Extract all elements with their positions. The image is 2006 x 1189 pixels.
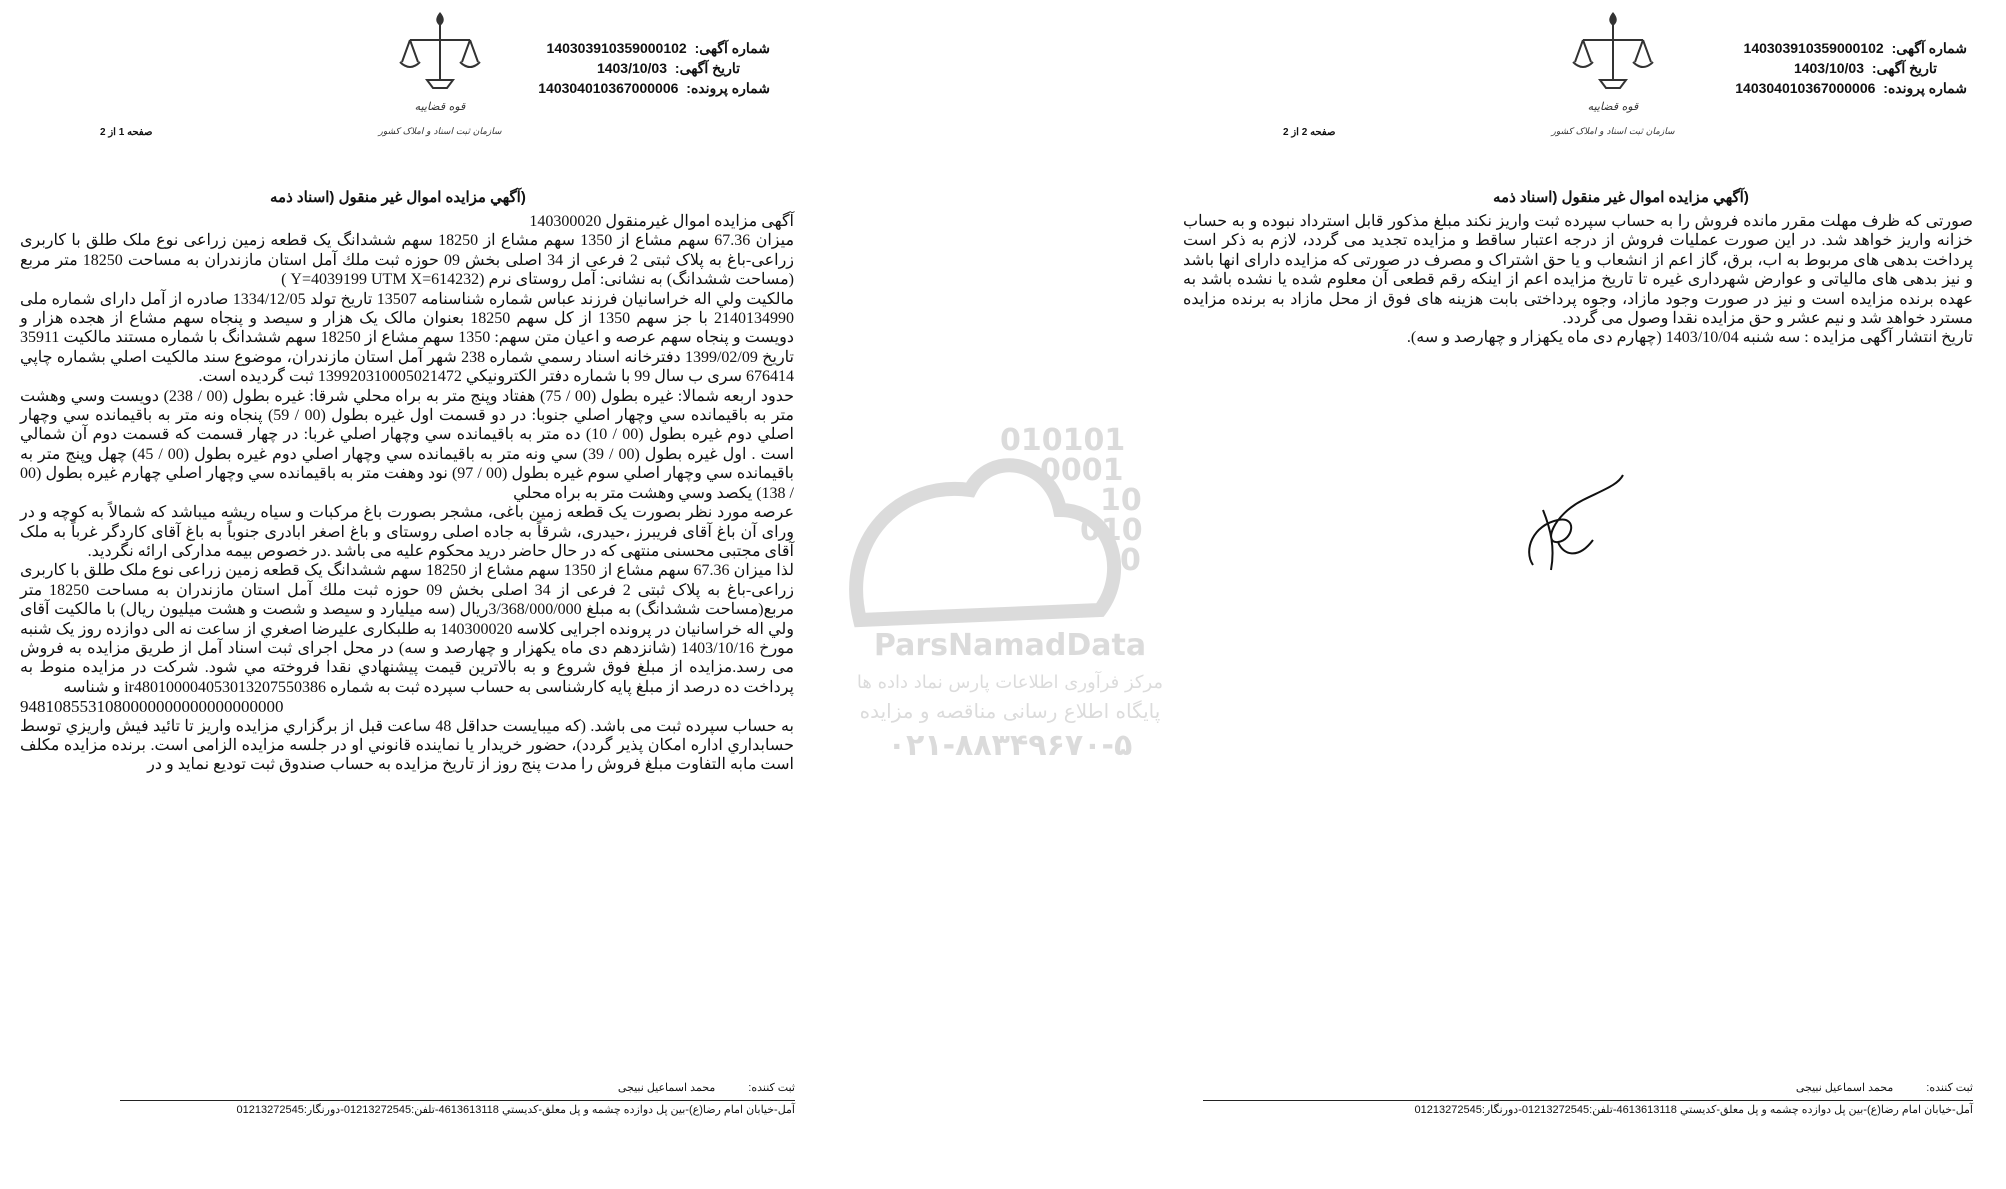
svg-text:پایگاه اطلاع رسانی مناقصه و مز: پایگاه اطلاع رسانی مناقصه و مزایده (859, 699, 1161, 723)
file-number: 140304010367000006 (1735, 80, 1876, 96)
page-footer (1203, 1080, 1973, 1116)
office-address: آمل-خيابان امام رضا(ع)-بين پل دوازده چشمه و پل معلق-كديستي 4613613118-تلفن:01213272545-دورنگار:01213272545 (1414, 1104, 1973, 1116)
page-number: صفحه 2 از 2 (1283, 127, 1336, 138)
footer-divider (120, 1100, 795, 1101)
recorder-label: ثبت کننده: (1926, 1082, 1973, 1094)
file-number-label: شماره پرونده: (1883, 80, 1967, 96)
scales-of-justice-icon (1551, 10, 1675, 150)
body-paragraph: صورتی که ظرف مهلت مقرر مانده فروش را به حساب سپرده ثبت واریز نکند مبلغ مذکور قابل استرداد نبوده و به حساب خزانه واریز خواهد شد. در این صورت عملیات فروش از درجه اعتبار ساقط و مزایده تجدید می گردد، لازم به ذکر است پرداخت بدهی های مربوط به اب، برق، گاز اعم از انشعاب و یا حق اشتراک و مصرف در صورتی که مزایده دارای انها باشد و نیز بدهی های مالیاتی و عوارض شهرداری غیره تا تاریخ مزایده اعم از اینکه رقم قطعی آن معلوم شده یا نشده باشد به عهده برنده مزایده است و نیز در صورت وجود مازاد، وجوه پرداختی بابت هزینه های فوق از محل مازاد به برنده مزایده مسترد خواهد شد و نیم عشر و حق مزایده نقدا وصول می گردد. (1183, 213, 1974, 328)
document-title: (آگهي مزايده اموال غير منقول (اسناد ذمه (270, 189, 526, 206)
body-paragraph: مالکیت ولي اله خراسانيان فرزند عباس شماره شناسنامه 13507 تاریخ تولد 1334/12/05 صادره از آمل دارای شماره ملی 2140134990 با جز سهم 1350 از کل سهم 18250 بعنوان مالک یک هزار و سیصد و پنجاه سهم مشاع از هجده هزار و دویست و پنجاه سهم عرصه و اعيان متن سهم: 1350 سهم مشاع از 18250 سهم ششدانگ با شماره مستند مالکیت 35911 تاریخ 1399/02/09 دفترخانه اسناد رسمي شماره 238 شهر آمل استان مازندران، موضوع سند مالکیت اصلي بشماره چاپي 676414 سری ب سال 99 با شماره دفتر الكترونيكي 139920310005021472 ثبت گرديده است. (20, 290, 795, 386)
page-number: صفحه 1 از 2 (100, 127, 153, 138)
svg-text:ParsNamadData: ParsNamadData (873, 628, 1147, 663)
body-paragraph: میزان 67.36 سهم مشاع از 1350 سهم مشاع از 18250 سهم ششدانگ یک قطعه زمین زراعی نوع ملک طلق با کاربری زراعی-باغ به پلاک ثبتی 2 فرعی از 34 اصلی بخش 09 حوزه ثبت ملك آمل استان مازندران به مساحت 18250 متر مربع (مساحت ششدانگ) به نشانی: آمل روستای نرم (Y=4039199 UTM X=614232 ) (20, 232, 795, 289)
file-number-row (538, 78, 770, 98)
body-paragraph: حدود اربعه شمالا: غيره بطول (00 / 75) هفتاد وپنج متر به براه محلي شرقا: غيره بطول (00 / 238) دويست وسي وهشت متر به باقيمانده سي وچهار اصلي جنوبا: در دو قسمت اول غيره بطول (00 / 59) پنجاه ونه متر به باقيمانده سي وچهار اصلي دوم غيره بطول (00 / 10) ده متر به باقيمانده سي وچهار اصلي غربا: در چهار قسمت كه قسمت دوم آن شمالي است . اول غيره بطول (00 / 39) سي ونه متر به باقيمانده سي وچهار اصلي دوم غيره بطول (00 / 45) چهل وپنج متر به باقيمانده سي وچهار اصلي سوم غيره بطول (00 / 97) نود وهفت متر به باقيمانده سي وچهار اصلي چهارم غيره بطول (00 / 138) يكصد وسي وهشت متر به براه محلي (20, 387, 795, 502)
body-paragraph: عرصه مورد نظر بصورت یک قطعه زمین باغی، مشجر بصورت باغ مرکبات و سیاه ریشه میباشد که شمالاً به کوچه و در ورای آن باغ آقای فریبرز ،حیدری، شرقاً به جاده اصلی روستای و باغ اصغر ابادری جنوباً به باغ آقای کاردگر غرباً به ملک آقای مجتبی محسنی منتهی که در حال حاضر درید محکوم علیه می باشد .در خصوص بیمه مدارکی ارائه نگردید. (20, 504, 794, 560)
notice-date-label: تاریخ آگهی: (1871, 60, 1937, 76)
recorder-name: محمد اسماعيل نبيجی (1795, 1082, 1894, 1094)
recorder-line (1203, 1080, 1973, 1096)
svg-text:قوه قضاییه: قوه قضاییه (1587, 100, 1639, 113)
deposit-id-number: 9481085531080000000000000000000 (20, 697, 284, 717)
notice-date: 1403/10/03 (596, 60, 668, 76)
document-title: (آگهي مزايده اموال غير منقول (اسناد ذمه (1493, 189, 1749, 206)
svg-text:۰۲۱-۸۸۳۴۹۶۷۰-۵: ۰۲۱-۸۸۳۴۹۶۷۰-۵ (887, 728, 1133, 763)
judiciary-emblem-logo (1551, 10, 1675, 150)
notice-date-row (1745, 58, 1967, 78)
handwritten-signature (1503, 470, 1633, 580)
file-number-row (1735, 78, 1967, 98)
page-footer (120, 1080, 795, 1116)
notice-meta (1735, 38, 1967, 98)
svg-text:سازمان ثبت اسناد و املاک کشور: سازمان ثبت اسناد و املاک کشور (378, 127, 502, 137)
document-body (20, 212, 794, 775)
svg-text:سازمان ثبت اسناد و املاک کشور: سازمان ثبت اسناد و املاک کشور (1551, 127, 1675, 137)
notice-date-row (560, 58, 770, 78)
notice-date-label: تاریخ آگهی: (674, 60, 740, 76)
notice-number: 140303910359000102 (1743, 40, 1884, 56)
svg-text:010101: 010101 (1000, 423, 1126, 458)
notice-number-row (546, 38, 770, 58)
svg-text:010: 010 (1080, 513, 1143, 548)
notice-meta (538, 38, 770, 98)
recorder-line (120, 1080, 795, 1096)
body-paragraph: تاریخ انتشار آگهی مزایده : سه شنبه 1403/10/04 (چهارم دی ماه یکهزار و چهارصد و سه). (1406, 329, 1973, 347)
file-number: 140304010367000006 (538, 80, 679, 96)
file-number-label: شماره پرونده: (686, 80, 770, 96)
scales-of-justice-icon (378, 10, 502, 150)
recorder-name: محمد اسماعيل نبيجی (617, 1082, 716, 1094)
judiciary-emblem-logo (378, 10, 502, 150)
footer-divider (1203, 1100, 1973, 1101)
office-address: آمل-خيابان امام رضا(ع)-بين پل دوازده چشمه و پل معلق-كديستي 4613613118-تلفن:01213272545-دورنگار:01213272545 (236, 1104, 795, 1116)
svg-text:10: 10 (1100, 483, 1142, 518)
notice-date: 1403/10/03 (1793, 60, 1865, 76)
svg-text:قوه قضاییه: قوه قضاییه (414, 100, 466, 113)
body-paragraph: لذا ميزان 67.36 سهم مشاع از 1350 سهم مشاع از 18250 سهم ششدانگ یک قطعه زمین زراعی نوع ملک طلق با کاربری زراعی-باغ به پلاک ثبتی 2 فرعی از 34 اصلی بخش 09 حوزه ثبت ملك آمل استان مازندران به مساحت 18250 متر مربع(مساحت ششدانگ) به مبلغ 3/368/000/000ریال (سه میلیارد و سیصد و شصت و هشت میلیون ریال) با مالکیت آقای ولي اله خراسانيان در پرونده اجرایی کلاسه 140300020 به طلبکاری علیرضا اصغري از ساعت نه الی دوازده روز یک شنبه مورخ 1403/10/16 (شانزدهم دی ماه یکهزار و چهارصد و سه) در محل اجرای ثبت اسناد آمل از طریق مزایده به فروش می رسد.مزايده از مبلغ فوق شروع و به بالاترين قيمت پيشنهادي نقدا فروخته مي شود. شرکت در مزایده منوط به پرداخت ده درصد از مبلغ پایه کارشناسی به حساب سپرده ثبت به شماره ir480100004053013207550386 و شناسه (20, 562, 795, 696)
body-paragraph: آگهی مزایده اموال غیرمنقول 140300020 (529, 213, 794, 230)
notice-number-label: شماره آگهی: (694, 40, 770, 56)
document-body (1183, 212, 1973, 348)
notice-number-row (1745, 38, 1967, 58)
recorder-label: ثبت کننده: (748, 1082, 795, 1094)
body-paragraph: به حساب سپرده ثبت می باشد. (كه ميبايست حداقل 48 ساعت قبل از برگزاري مزايده واريز تا تائيد فيش واريزي توسط حسابداري اداره امكان پذير گردد)، حضور خريدار يا نماينده قانوني او در جلسه مزايده الزامی است. برنده مزايده مكلف است مابه التفاوت مبلغ فروش را مدت پنج روز از تاريخ مزايده به حساب صندوق ثبت توديع نمايد و در (20, 717, 794, 774)
svg-text:0: 0 (1120, 543, 1141, 578)
svg-text:0001: 0001 (1040, 453, 1124, 488)
notice-number-label: شماره آگهی: (1891, 40, 1967, 56)
notice-number: 140303910359000102 (546, 40, 687, 56)
svg-text:مرکز فرآوری اطلاعات پارس نماد: مرکز فرآوری اطلاعات پارس نماد داده ها (856, 672, 1164, 693)
document-page-2 (1003, 0, 2006, 1189)
